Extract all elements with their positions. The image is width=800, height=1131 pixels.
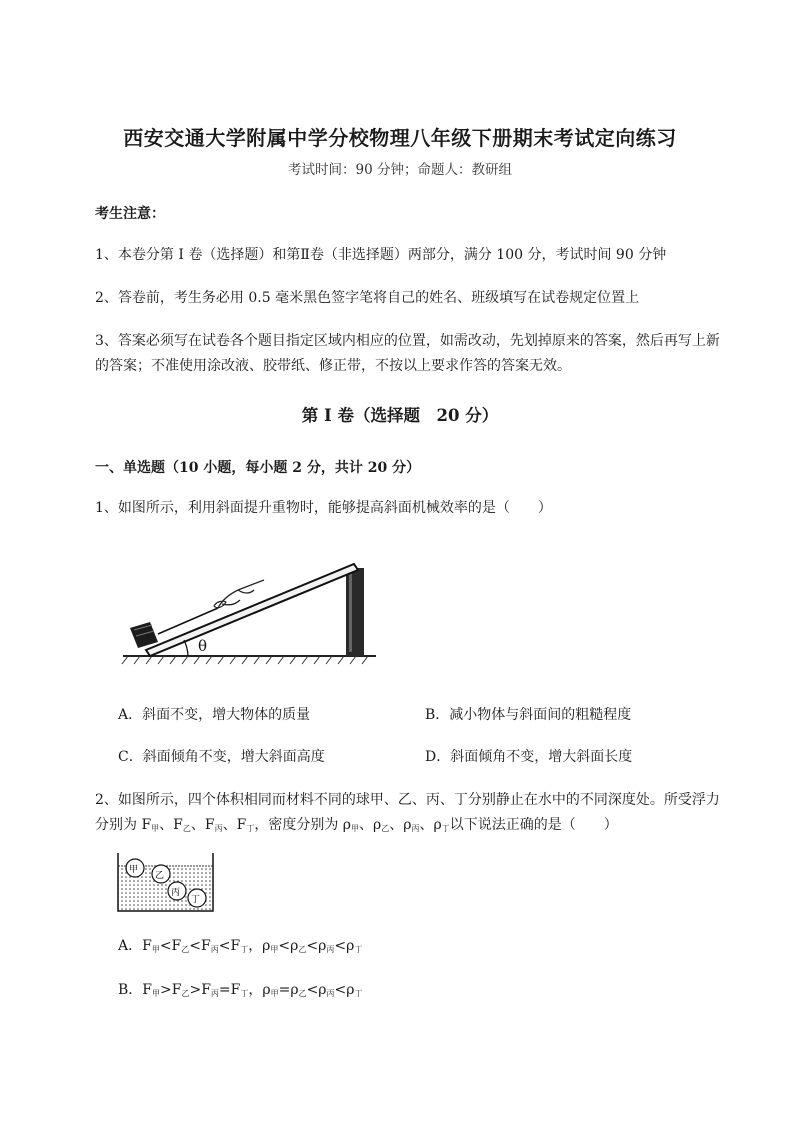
q1-option-c[interactable]: C．斜面倾角不变，增大斜面高度 (118, 749, 325, 765)
section-title: 第 I 卷（选择题 20 分） (301, 406, 499, 425)
q1-option-b[interactable]: B．减小物体与斜面间的粗糙程度 (425, 707, 632, 723)
notice-item-2: 2、答卷前，考生务必用 0.5 毫米黑色签字笔将自己的姓名、班级填写在试卷规定位置上 (95, 290, 640, 306)
ball-label-ding: 丁 (191, 895, 201, 905)
notice-item-3: 3、答案必须写在试卷各个题目指定区域内相应的位置，如需改动，先划掉原来的答案，然后再写上新 (95, 333, 720, 349)
notice-item-3-cont: 的答案；不准使用涂改液、胶带纸、修正带，不按以上要求作答的答案无效。 (95, 358, 571, 374)
ball-label-bing: 丙 (171, 888, 181, 898)
q2-option-a[interactable]: A．$F_甲<F_乙<F_丙<F_丁$，$\rho_甲<\rho_乙<\rho_丙<\rho_丁$ (118, 938, 363, 954)
q2-option-b[interactable]: B．$F_甲>F_乙>F_丙=F_丁$，$\rho_甲=\rho_乙<\rho_丙<\rho_丁$ (118, 982, 363, 998)
q1-option-d[interactable]: D．斜面倾角不变，增大斜面长度 (425, 749, 633, 765)
balls-in-water-figure (117, 852, 215, 912)
notice-heading: 考生注意： (95, 206, 165, 222)
question-1-stem: 1、如图所示，利用斜面提升重物时，能够提高斜面机械效率的是（ ） (95, 500, 552, 516)
q1-option-a[interactable]: A．斜面不变，增大物体的质量 (118, 707, 311, 723)
ball-label-yi: 乙 (155, 871, 165, 881)
inclined-plane-figure (118, 550, 383, 670)
ball-label-jia: 甲 (129, 865, 139, 875)
angle-theta-label: θ (198, 637, 208, 655)
page-title: 西安交通大学附属中学分校物理八年级下册期末考试定向练习 (123, 126, 677, 150)
part-title: 一、单选题（10 小题，每小题 2 分，共计 20 分） (95, 460, 421, 476)
exam-subtitle: 考试时间：90 分钟；命题人：教研组 (288, 162, 512, 178)
notice-item-1: 1、本卷分第 I 卷（选择题）和第Ⅱ卷（非选择题）两部分，满分 100 分，考试时间 90 分钟 (95, 247, 667, 263)
question-2-stem-line-2: 分别为 $F_甲$、$F_乙$、$F_丙$、$F_丁$，密度分别为 $\rho_甲$、$\rho_乙$、$\rho_丙$、$\rho_丁$以下说法正确的是（ ） (95, 817, 618, 833)
question-2-stem-line-1: 2、如图所示，四个体积相同而材料不同的球甲、乙、丙、丁分别静止在水中的不同深度处。所受浮力 (95, 792, 720, 808)
